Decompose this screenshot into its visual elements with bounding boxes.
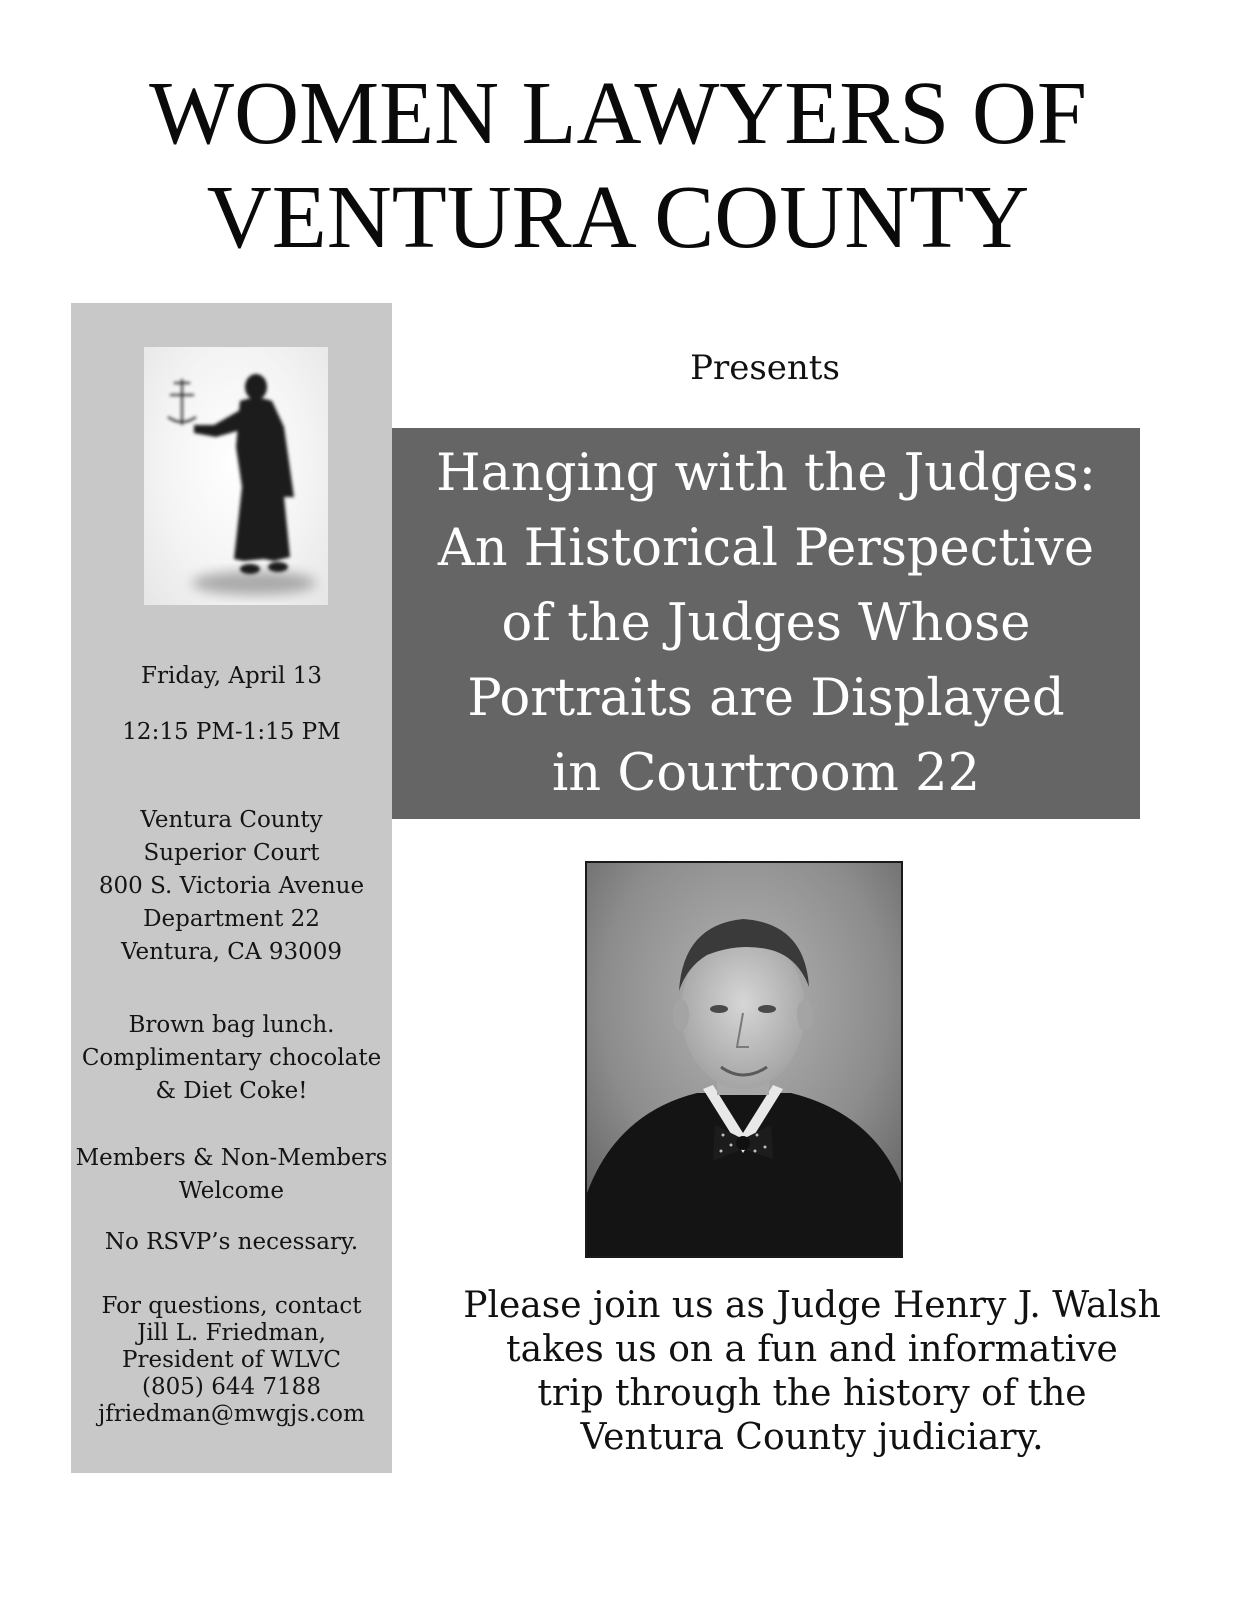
contact-info bbox=[71, 1293, 392, 1428]
judge-silhouette-image bbox=[144, 347, 328, 605]
judge-portrait-icon bbox=[587, 863, 901, 1256]
invite-line: Ventura County judiciary. bbox=[580, 1417, 1044, 1458]
contact-email[interactable]: jfriedman@mwgjs.com bbox=[98, 1401, 365, 1427]
invite-line: takes us on a fun and informative bbox=[506, 1329, 1118, 1370]
address-line: Department 22 bbox=[143, 906, 320, 932]
judge-silhouette-icon bbox=[144, 347, 328, 605]
rsvp-note: No RSVP’s necessary. bbox=[104, 1229, 359, 1255]
contact-line: President of WLVC bbox=[121, 1347, 341, 1373]
title-line-1: WOMEN LAWYERS OF bbox=[149, 64, 1087, 163]
event-address bbox=[71, 804, 392, 969]
page-title bbox=[0, 62, 1236, 270]
lunch-line: & Diet Coke! bbox=[155, 1078, 308, 1104]
address-line: 800 S. Victoria Avenue bbox=[98, 873, 365, 899]
contact-line: (805) 644 7188 bbox=[142, 1374, 321, 1400]
address-line: Superior Court bbox=[143, 840, 320, 866]
invitation-text bbox=[432, 1284, 1192, 1460]
address-line: Ventura County bbox=[140, 807, 323, 833]
headline-line: Portraits are Displayed bbox=[467, 669, 1065, 728]
welcome-line: Members & Non-Members bbox=[75, 1145, 388, 1171]
judge-portrait-image bbox=[585, 861, 903, 1258]
contact-line: Jill L. Friedman, bbox=[137, 1320, 326, 1346]
address-line: Ventura, CA 93009 bbox=[121, 939, 342, 965]
invite-line: Please join us as Judge Henry J. Walsh bbox=[463, 1285, 1161, 1326]
lunch-line: Brown bag lunch. bbox=[128, 1012, 335, 1038]
headline-line: An Historical Perspective bbox=[437, 519, 1095, 578]
event-time: 12:15 PM-1:15 PM bbox=[122, 719, 341, 745]
welcome-note bbox=[71, 1142, 392, 1208]
lunch-note bbox=[71, 1009, 392, 1108]
invite-line: trip through the history of the bbox=[537, 1373, 1087, 1414]
lunch-line: Complimentary chocolate bbox=[81, 1045, 382, 1071]
headline-line: in Courtroom 22 bbox=[551, 744, 981, 803]
welcome-line: Welcome bbox=[179, 1178, 284, 1204]
presents-label: Presents bbox=[690, 348, 840, 388]
headline-line: Hanging with the Judges: bbox=[436, 444, 1096, 503]
title-line-2: VENTURA COUNTY bbox=[206, 168, 1030, 267]
event-headline bbox=[392, 428, 1140, 819]
headline-line: of the Judges Whose bbox=[501, 594, 1031, 653]
event-date: Friday, April 13 bbox=[141, 663, 322, 689]
event-details-sidebar bbox=[71, 303, 392, 1473]
contact-line: For questions, contact bbox=[101, 1293, 362, 1319]
